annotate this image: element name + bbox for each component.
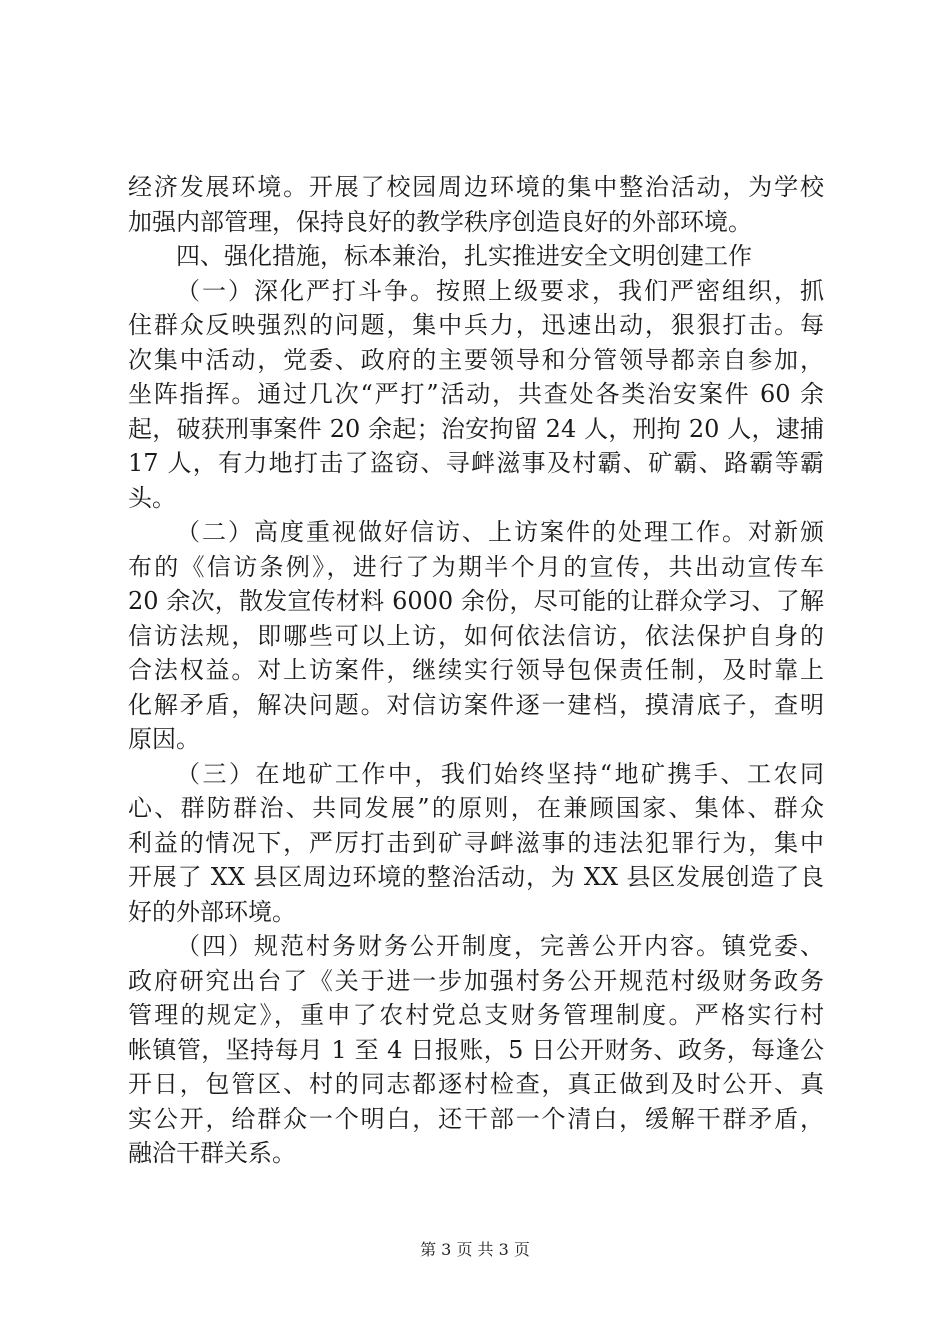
text-line: （三）在地矿工作中，我们始终坚持“地矿携手、工农同: [176, 759, 824, 788]
text-line: 帐镇管，坚持每月 1 至 4 日报账，5 日公开财务、政务，每逢公: [128, 1035, 824, 1064]
text-line: 化解矛盾，解决问题。对信访案件逐一建档，摸清底子，查明: [128, 690, 824, 719]
text-line: 加强内部管理，保持良好的教学秩序创造良好的外部环境。: [128, 207, 752, 236]
text-line: 心、群防群治、共同发展”的原则，在兼顾国家、集体、群众: [128, 794, 824, 822]
text-line: 合法权益。对上访案件，继续实行领导包保责任制，及时靠上: [128, 656, 824, 684]
text-line: 政府研究出台了《关于进一步加强村务公开规范村级财务政务: [128, 966, 824, 995]
text-line: （二）高度重视做好信访、上访案件的处理工作。对新颁: [176, 518, 824, 546]
text-line: 好的外部环境。: [128, 897, 296, 926]
text-line: 原因。: [128, 725, 200, 753]
text-line: 信访法规，即哪些可以上访，如何依法信访，依法保护自身的: [128, 621, 824, 650]
text-line: 利益的情况下，严厉打击到矿寻衅滋事的违法犯罪行为，集中: [128, 828, 824, 857]
text-line: （四）规范村务财务公开制度，完善公开内容。镇党委、: [176, 932, 824, 960]
text-line: 次集中活动，党委、政府的主要领导和分管领导都亲自参加，: [128, 345, 824, 374]
text-line: 开展了 XX 县区周边环境的整治活动，为 XX 县区发展创造了良: [128, 863, 824, 891]
document-body: [128, 170, 824, 1171]
text-line: 起，破获刑事案件 20 余起；治安拘留 24 人，刑拘 20 人，逮捕: [128, 414, 824, 443]
text-line: 实公开，给群众一个明白，还干部一个清白，缓解干群矛盾，: [128, 1104, 824, 1133]
text-line: 经济发展环境。开展了校园周边环境的集中整治活动，为学校: [128, 173, 824, 201]
page-number-footer: 第 3 页 共 3 页: [420, 1240, 530, 1259]
text-line: 住群众反映强烈的问题，集中兵力，迅速出动，狠狠打击。每: [128, 311, 824, 339]
section-heading: 四、强化措施，标本兼治，扎实推进安全文明创建工作: [176, 242, 752, 270]
text-line: （一）深化严打斗争。按照上级要求，我们严密组织，抓: [176, 276, 824, 305]
text-line: 坐阵指挥。通过几次“严打”活动，共查处各类治安案件 60 余: [128, 380, 824, 408]
text-line: 管理的规定》，重申了农村党总支财务管理制度。严格实行村: [128, 1001, 824, 1029]
text-line: 头。: [128, 483, 176, 512]
text-line: 布的《信访条例》，进行了为期半个月的宣传，共出动宣传车: [128, 552, 824, 581]
text-line: 17 人，有力地打击了盗窃、寻衅滋事及村霸、矿霸、路霸等霸: [128, 449, 824, 477]
text-line: 融洽干群关系。: [128, 1139, 296, 1167]
text-line: 20 余次，散发宣传材料 6000 余份，尽可能的让群众学习、了解: [128, 587, 824, 615]
text-line: 开日，包管区、村的同志都逐村检查，真正做到及时公开、真: [128, 1070, 824, 1098]
